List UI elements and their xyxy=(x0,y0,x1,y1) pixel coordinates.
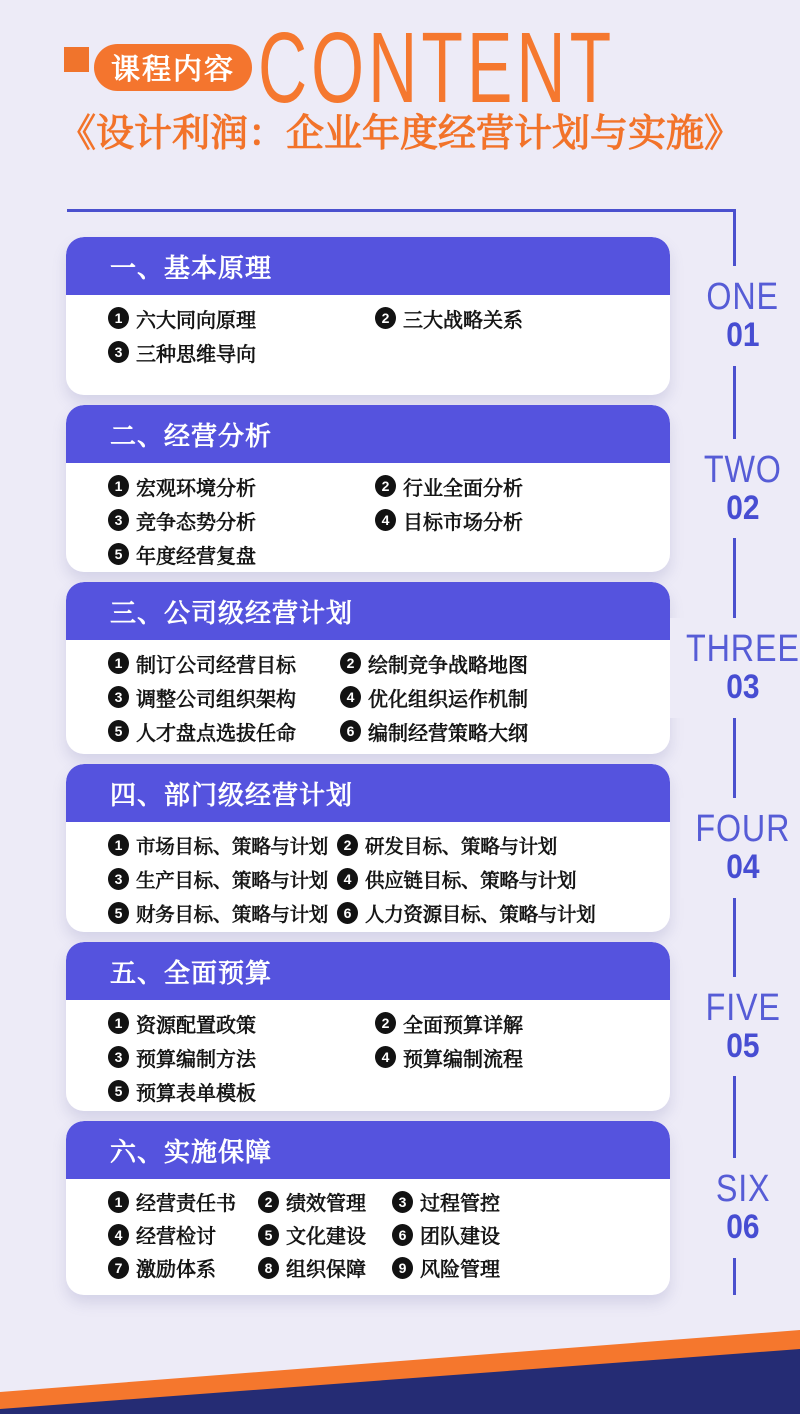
rail-word: TWO xyxy=(703,448,782,491)
section-header xyxy=(66,942,670,1000)
list-item xyxy=(340,683,654,712)
item-label: 优化组织运作机制 xyxy=(368,688,528,711)
rail-word: FOUR xyxy=(695,808,791,851)
item-label: 经营责任书 xyxy=(136,1193,236,1215)
item-number-badge: 4 xyxy=(340,686,361,708)
item-number-badge: 2 xyxy=(375,307,396,329)
list-item xyxy=(340,717,654,746)
rail-cell xyxy=(670,764,800,932)
item-number-badge: 9 xyxy=(392,1257,413,1279)
item-number-badge: 4 xyxy=(108,1224,129,1246)
item-number-badge: 3 xyxy=(108,509,129,531)
item-label: 绘制竞争战略地图 xyxy=(368,654,528,677)
item-number-badge: 5 xyxy=(108,902,129,924)
item-label: 资源配置政策 xyxy=(136,1014,256,1037)
list-item xyxy=(375,1009,654,1038)
rail-label xyxy=(693,977,793,1077)
section-items xyxy=(66,295,670,369)
section-heading-label: 二、经营分析 xyxy=(110,420,273,451)
item-number-badge: 8 xyxy=(258,1257,279,1279)
sections-grid xyxy=(66,237,800,1295)
section-header xyxy=(66,405,670,463)
item-label: 年度经营复盘 xyxy=(136,545,256,568)
list-item xyxy=(375,304,654,333)
section-items xyxy=(66,640,670,748)
item-number-badge: 5 xyxy=(108,1080,129,1102)
item-number-badge: 5 xyxy=(258,1224,279,1246)
item-number-badge: 3 xyxy=(108,1046,129,1068)
item-label: 激励体系 xyxy=(136,1259,216,1281)
item-label: 制订公司经营目标 xyxy=(136,654,296,677)
list-item xyxy=(108,540,375,569)
item-number-badge: 1 xyxy=(108,475,129,497)
item-label: 宏观环境分析 xyxy=(136,477,256,500)
rail-cell xyxy=(670,405,800,572)
item-number-badge: 4 xyxy=(337,868,358,890)
item-number-badge: 1 xyxy=(108,1012,129,1034)
rail-cell xyxy=(670,1121,800,1295)
item-label: 供应链目标、策略与计划 xyxy=(365,870,577,892)
item-label: 绩效管理 xyxy=(286,1193,366,1215)
item-number-badge: 1 xyxy=(108,834,129,856)
section-header xyxy=(66,764,670,822)
section-items xyxy=(66,1179,670,1284)
item-number-badge: 5 xyxy=(108,543,129,565)
rail-number: 01 xyxy=(726,316,760,355)
rail-number: 06 xyxy=(726,1208,760,1247)
section-heading-label: 六、实施保障 xyxy=(110,1136,273,1167)
top-horizontal-line xyxy=(67,209,736,212)
rail-label xyxy=(670,618,800,718)
item-number-badge: 3 xyxy=(392,1191,413,1213)
item-label: 研发目标、策略与计划 xyxy=(365,836,558,858)
list-item xyxy=(375,472,654,501)
list-item xyxy=(108,831,337,859)
list-item xyxy=(392,1187,654,1216)
item-label: 人才盘点选拔任命 xyxy=(136,722,296,745)
page-title: 《设计利润：企业年度经营计划与实施》 xyxy=(58,113,743,155)
item-number-badge: 2 xyxy=(375,475,396,497)
rail-cell xyxy=(670,942,800,1111)
item-label: 文化建设 xyxy=(286,1226,366,1248)
item-number-badge: 2 xyxy=(375,1012,396,1034)
section-items xyxy=(66,822,670,930)
section-heading-label: 四、部门级经营计划 xyxy=(110,779,354,810)
list-item xyxy=(340,649,654,678)
rail-number: 05 xyxy=(726,1026,760,1065)
list-item xyxy=(108,506,375,535)
item-label: 三种思维导向 xyxy=(136,343,256,366)
item-label: 市场目标、策略与计划 xyxy=(136,836,329,858)
content-word-heading: CONTENT xyxy=(258,12,616,124)
rail-label xyxy=(694,266,791,366)
item-number-badge: 1 xyxy=(108,652,129,674)
item-label: 预算编制流程 xyxy=(403,1048,523,1071)
course-content-badge-label: 课程内容 xyxy=(110,54,235,86)
item-label: 经营检讨 xyxy=(136,1226,216,1248)
section-card xyxy=(66,237,670,395)
list-item xyxy=(108,1220,258,1249)
item-number-badge: 2 xyxy=(258,1191,279,1213)
section-items xyxy=(66,463,670,571)
rail-word: FIVE xyxy=(705,986,781,1029)
item-label: 编制经营策略大纲 xyxy=(368,722,528,745)
list-item xyxy=(108,899,337,927)
item-label: 生产目标、策略与计划 xyxy=(136,870,329,892)
list-item xyxy=(108,1043,375,1072)
list-item xyxy=(108,1077,375,1106)
item-number-badge: 4 xyxy=(375,509,396,531)
item-number-badge: 2 xyxy=(340,652,361,674)
section-header xyxy=(66,582,670,640)
section-heading-label: 五、全面预算 xyxy=(110,957,273,988)
item-label: 财务目标、策略与计划 xyxy=(136,904,329,926)
rail-word: THREE xyxy=(686,628,800,671)
list-item xyxy=(108,1253,258,1282)
list-item xyxy=(375,1043,654,1072)
item-label: 行业全面分析 xyxy=(403,477,523,500)
list-item xyxy=(108,1009,375,1038)
rail-label xyxy=(705,1158,781,1258)
item-label: 竞争态势分析 xyxy=(136,511,256,534)
rail-label xyxy=(681,798,800,898)
section-card xyxy=(66,764,670,932)
item-number-badge: 6 xyxy=(337,902,358,924)
section-card xyxy=(66,1121,670,1295)
item-number-badge: 1 xyxy=(108,307,129,329)
item-number-badge: 4 xyxy=(375,1046,396,1068)
section-card xyxy=(66,582,670,754)
list-item xyxy=(108,717,340,746)
item-label: 目标市场分析 xyxy=(403,511,523,534)
item-number-badge: 1 xyxy=(108,1191,129,1213)
item-number-badge: 5 xyxy=(108,720,129,742)
list-item xyxy=(392,1253,654,1282)
item-label: 过程管控 xyxy=(420,1193,500,1215)
list-item xyxy=(108,338,375,367)
list-item xyxy=(392,1220,654,1249)
item-number-badge: 7 xyxy=(108,1257,129,1279)
list-item xyxy=(258,1253,392,1282)
item-label: 风险管理 xyxy=(420,1259,500,1281)
item-label: 六大同向原理 xyxy=(136,309,256,332)
list-item xyxy=(108,304,375,333)
item-label: 人力资源目标、策略与计划 xyxy=(365,904,596,926)
section-header xyxy=(66,237,670,295)
list-item xyxy=(108,865,337,893)
rail-number: 03 xyxy=(726,668,760,707)
list-item xyxy=(258,1187,392,1216)
rail-number: 04 xyxy=(726,848,760,887)
rail-cell xyxy=(670,582,800,754)
list-item xyxy=(108,1187,258,1216)
item-label: 团队建设 xyxy=(420,1226,500,1248)
rail-word: ONE xyxy=(706,276,780,319)
list-item xyxy=(108,683,340,712)
section-header xyxy=(66,1121,670,1179)
section-card xyxy=(66,942,670,1111)
list-item xyxy=(375,506,654,535)
rail-cell xyxy=(670,237,800,395)
list-item xyxy=(337,865,654,893)
section-heading-label: 一、基本原理 xyxy=(110,252,273,283)
list-item xyxy=(108,472,375,501)
orange-square-decoration xyxy=(64,47,89,72)
item-label: 全面预算详解 xyxy=(403,1014,523,1037)
item-label: 三大战略关系 xyxy=(403,309,523,332)
section-card xyxy=(66,405,670,572)
item-label: 调整公司组织架构 xyxy=(136,688,296,711)
item-number-badge: 6 xyxy=(392,1224,413,1246)
item-label: 组织保障 xyxy=(286,1259,366,1281)
item-number-badge: 3 xyxy=(108,868,129,890)
list-item xyxy=(108,649,340,678)
list-item xyxy=(337,899,654,927)
item-number-badge: 3 xyxy=(108,686,129,708)
section-heading-label: 三、公司级经营计划 xyxy=(110,597,354,628)
rail-word: SIX xyxy=(715,1168,771,1211)
item-number-badge: 2 xyxy=(337,834,358,856)
item-number-badge: 6 xyxy=(340,720,361,742)
list-item xyxy=(258,1220,392,1249)
item-label: 预算表单模板 xyxy=(136,1082,256,1105)
section-items xyxy=(66,1000,670,1108)
course-content-badge xyxy=(94,44,252,91)
rail-number: 02 xyxy=(726,488,760,527)
item-label: 预算编制方法 xyxy=(136,1048,256,1071)
rail-label xyxy=(691,439,795,539)
item-number-badge: 3 xyxy=(108,341,129,363)
list-item xyxy=(337,831,654,859)
